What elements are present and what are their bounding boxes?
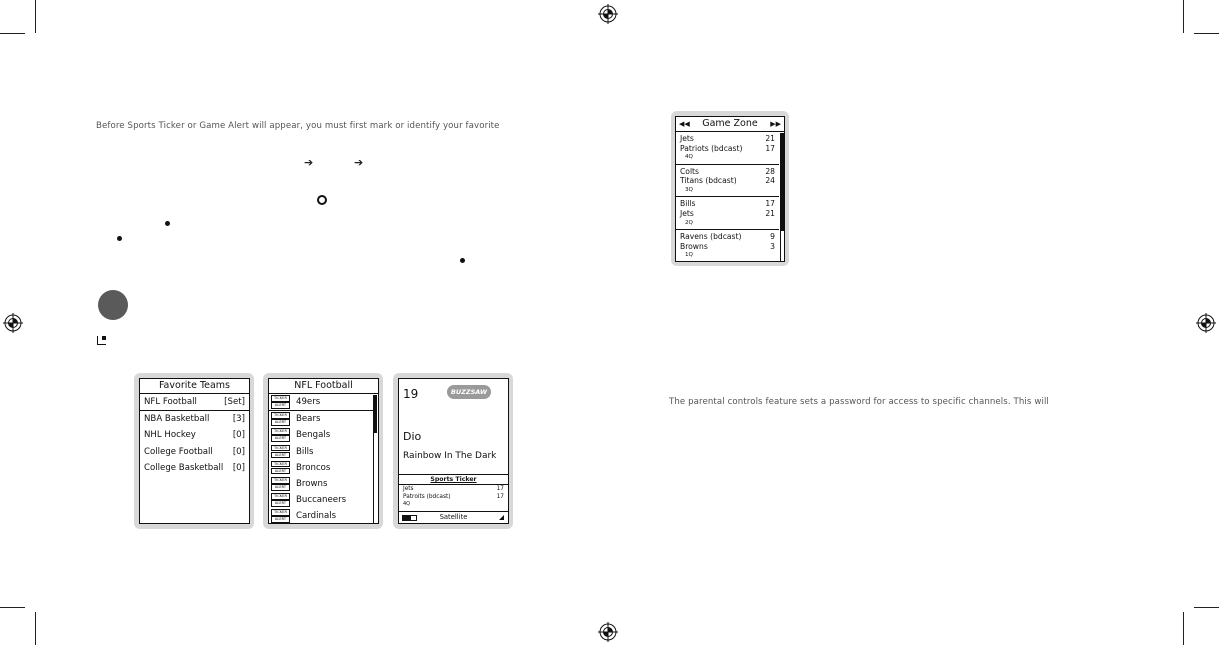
list-item[interactable] (140, 444, 249, 460)
alert-tag: ALERT (271, 468, 290, 475)
team-name: Buccaneers (296, 495, 347, 506)
team-name: Cardinals (296, 511, 337, 522)
bullet-icon (117, 236, 122, 241)
game-team-row (676, 242, 779, 252)
ticker-tag: TICKER (271, 412, 290, 419)
alert-tag: ALERT (271, 500, 290, 507)
team-name: Titans (bdcast) (680, 176, 737, 186)
battery-icon (402, 515, 417, 521)
game-team-row (676, 144, 779, 154)
ticker-title: Sports Ticker (430, 476, 477, 483)
ticker-score: 17 (496, 493, 504, 500)
select-button-icon (317, 195, 327, 205)
ticker-tag: TICKER (271, 445, 290, 452)
game-team-row (676, 199, 779, 209)
ticker-row (399, 494, 508, 502)
game-quarter: 1Q (685, 252, 693, 259)
ticker-tag: TICKER (271, 395, 290, 402)
item-value: [0] (232, 430, 245, 441)
game-quarter: 4Q (685, 154, 693, 161)
now-playing-screen (398, 378, 509, 524)
alert-tag: ALERT (271, 452, 290, 459)
ticker-alert-tag (271, 445, 290, 459)
signal-icon (499, 515, 504, 520)
game-team-row (676, 232, 779, 242)
arrow-right-icon: ➔ (354, 156, 364, 169)
ticker-tag: TICKER (271, 461, 290, 468)
ticker-team: Patroits (bdcast) (403, 493, 451, 500)
game-item[interactable] (676, 134, 779, 162)
favorite-teams-list (140, 394, 249, 476)
ticker-alert-tag (271, 493, 290, 507)
team-name: Bears (296, 414, 321, 425)
list-item[interactable] (140, 394, 249, 411)
team-row[interactable] (269, 444, 373, 460)
game-item[interactable] (676, 232, 779, 260)
source-label: Satellite (439, 513, 468, 521)
crop-mark (0, 33, 25, 34)
team-score: 9 (770, 232, 775, 242)
crop-mark (1183, 0, 1184, 33)
divider (676, 164, 779, 165)
channel-number: 19 (403, 387, 419, 401)
registration-mark-icon (1196, 313, 1216, 333)
team-row[interactable] (269, 427, 373, 443)
item-label: College Football (144, 446, 213, 457)
crop-mark (35, 612, 36, 645)
scrollbar[interactable] (780, 133, 784, 261)
team-name: Browns (296, 479, 328, 490)
intro-text: Before Sports Ticker or Game Alert will appear, you must first mark or identify your favorite (96, 121, 500, 131)
registration-mark-icon (598, 4, 618, 24)
arrow-right-icon: ➔ (304, 156, 314, 169)
parental-controls-text: The parental controls feature sets a password for access to specific channels. This will (669, 397, 1049, 407)
nfl-football-screen (268, 378, 379, 524)
note-bracket-icon (97, 336, 106, 345)
fast-forward-icon[interactable]: ▶▶ (770, 120, 781, 128)
game-team-row (676, 134, 779, 144)
game-item[interactable] (676, 199, 779, 227)
artist-name: Dio (403, 430, 422, 443)
team-score: 28 (765, 166, 775, 176)
team-score: 21 (765, 134, 775, 143)
ticker-alert-tag (271, 509, 290, 523)
ticker-tag: TICKER (271, 477, 290, 484)
team-name: Bills (296, 446, 314, 457)
alert-tag: ALERT (271, 419, 290, 426)
ticker-tag: TICKER (271, 493, 290, 500)
item-label: NFL Football (144, 397, 197, 407)
crop-mark (1194, 607, 1219, 608)
bullet-icon (460, 258, 465, 263)
team-name: Jets (680, 208, 694, 218)
team-name: Jets (680, 134, 694, 143)
game-team-row (676, 209, 779, 219)
registration-mark-icon (598, 622, 618, 642)
scrollbar-thumb[interactable] (374, 395, 377, 433)
team-name: Bills (680, 199, 696, 209)
note-circle-icon (98, 290, 128, 320)
screen-title (676, 117, 784, 132)
game-list (676, 132, 779, 260)
game-team-row (676, 167, 779, 177)
song-title: Rainbow In The Dark (403, 451, 497, 461)
divider (676, 196, 779, 197)
crop-mark (1183, 612, 1184, 645)
team-name: Browns (680, 241, 708, 251)
divider (676, 229, 779, 230)
team-name: 49ers (296, 397, 321, 408)
team-score: 21 (765, 208, 775, 218)
ticker-tag: TICKER (271, 509, 290, 516)
team-row[interactable] (269, 394, 373, 411)
ticker-tag: TICKER (271, 428, 290, 435)
ticker-alert-tag (271, 461, 290, 475)
ticker-team: Jets (403, 486, 414, 492)
team-score: 3 (770, 241, 775, 251)
list-item[interactable] (140, 411, 249, 427)
team-row[interactable] (269, 460, 373, 476)
item-value: [0] (232, 446, 245, 457)
rewind-icon[interactable]: ◀◀ (679, 120, 690, 128)
team-row[interactable] (269, 476, 373, 492)
item-value: [0] (232, 462, 245, 473)
crop-mark (0, 607, 25, 608)
team-name: Broncos (296, 462, 331, 473)
item-label: NHL Hockey (144, 430, 196, 441)
game-zone-screen (675, 116, 785, 262)
team-name: Colts (680, 166, 699, 176)
item-label: NBA Basketball (144, 414, 210, 425)
team-name: Ravens (bdcast) (680, 232, 742, 242)
list-item[interactable] (140, 427, 249, 443)
nfl-teams-list (269, 394, 373, 525)
team-row[interactable] (269, 411, 373, 427)
game-item[interactable] (676, 167, 779, 195)
crop-mark (35, 0, 36, 33)
crop-mark (1194, 33, 1219, 34)
channel-logo: BUZZSAW (447, 385, 491, 399)
ticker-list (399, 484, 508, 501)
team-score: 17 (765, 143, 775, 153)
item-value: [3] (232, 414, 245, 425)
ticker-row (399, 486, 508, 494)
ticker-alert-tag (271, 428, 290, 442)
sports-ticker-panel (399, 474, 508, 508)
ticker-alert-tag (271, 412, 290, 426)
ticker-alert-tag (271, 395, 290, 409)
status-bar (399, 511, 508, 523)
team-score: 24 (765, 176, 775, 186)
ticker-quarter: 4Q (403, 501, 411, 508)
game-quarter: 2Q (685, 219, 693, 226)
bullet-icon (165, 221, 170, 226)
ticker-alert-tag (271, 477, 290, 491)
scrollbar-thumb[interactable] (781, 133, 784, 231)
alert-tag: ALERT (271, 435, 290, 442)
scrollbar[interactable] (373, 395, 377, 523)
team-row[interactable] (269, 508, 373, 524)
game-team-row (676, 176, 779, 186)
registration-mark-icon (3, 313, 23, 333)
ticker-score: 17 (496, 486, 504, 492)
game-zone-title: Game Zone (702, 118, 758, 129)
list-item[interactable] (140, 460, 249, 476)
game-quarter: 3Q (685, 186, 693, 193)
item-label: College Basketball (144, 462, 224, 473)
item-value: [Set] (224, 397, 245, 407)
team-score: 17 (765, 199, 775, 209)
alert-tag: ALERT (271, 402, 290, 409)
team-name: Patriots (bdcast) (680, 143, 743, 153)
favorite-teams-screen (139, 378, 250, 524)
team-row[interactable] (269, 492, 373, 508)
screen-title: Favorite Teams (140, 379, 249, 394)
alert-tag: ALERT (271, 516, 290, 523)
screen-title: NFL Football (269, 379, 378, 394)
team-name: Bengals (296, 430, 331, 441)
alert-tag: ALERT (271, 484, 290, 491)
